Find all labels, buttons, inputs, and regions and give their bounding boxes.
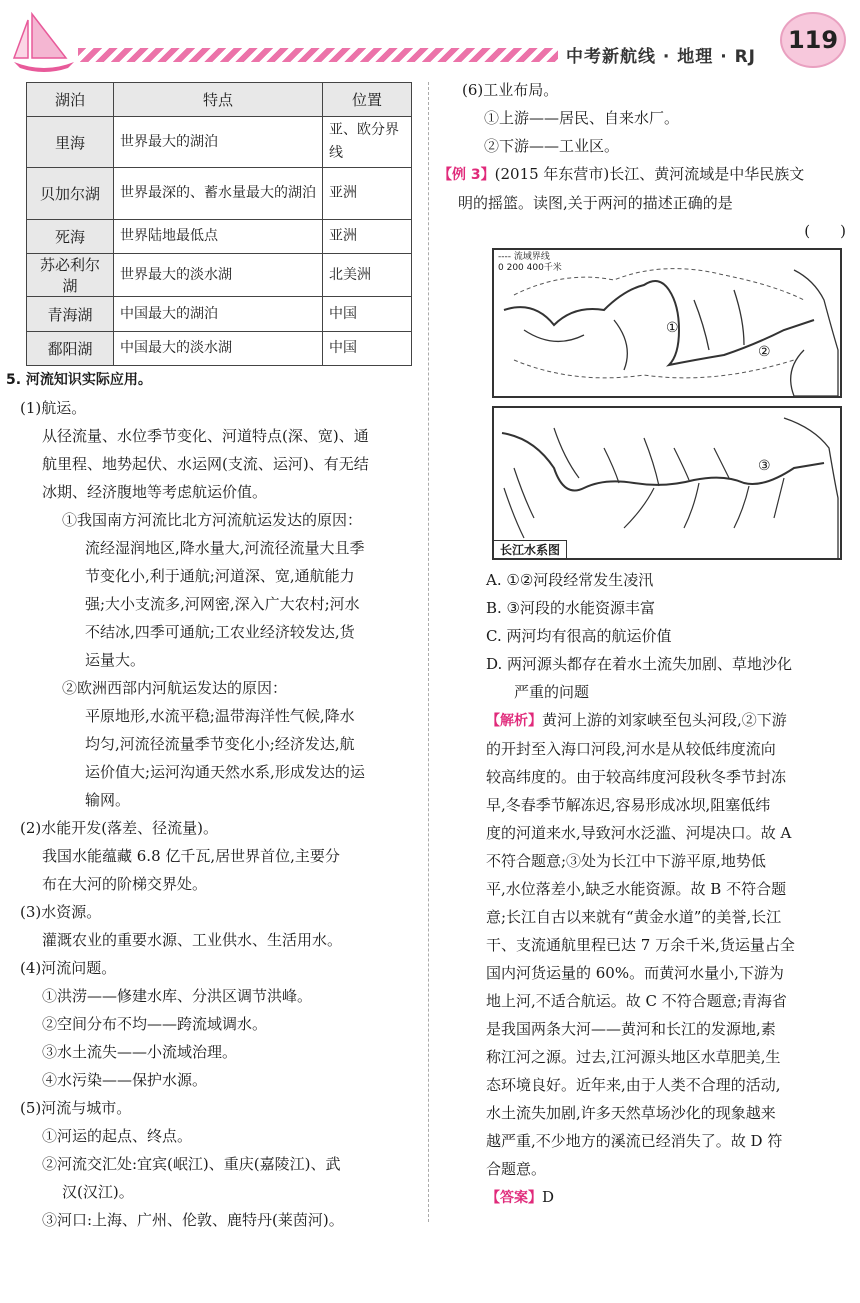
legend-line: ---- 流域界线 — [498, 252, 550, 262]
table-header: 特点 — [114, 83, 323, 117]
analysis-line: 越严重,不少地方的溪流已经消失了。故 D 符 — [486, 1132, 783, 1150]
analysis-line: 的开封至入海口河段,河水是从较低纬度流向 — [486, 740, 776, 758]
answer-value: D — [542, 1188, 555, 1206]
analysis-line: 是我国两条大河——黄河和长江的发源地,素 — [486, 1020, 776, 1038]
map-marker-1: ① — [666, 320, 679, 336]
lake-name: 里海 — [27, 117, 114, 168]
body-line: 输网。 — [85, 791, 131, 809]
list-item: ②下游——工业区。 — [484, 137, 620, 155]
list-item: ④水污染——保护水源。 — [42, 1071, 208, 1089]
right-column-top — [438, 76, 850, 245]
body-line: 不结冰,四季可通航;工农业经济较发达,货 — [85, 623, 355, 641]
example-question: (2015 年东营市)长江、黄河流域是中华民族文 — [494, 165, 805, 183]
analysis-line: 地上河,不适合航运。故 C 不符合题意;青海省 — [486, 992, 787, 1010]
analysis-line: 平,水位落差小,缺乏水能资源。故 B 不符合题 — [486, 880, 787, 898]
list-item: ①河运的起点、终点。 — [42, 1127, 193, 1145]
lake-location: 亚洲 — [323, 168, 412, 220]
table-row — [27, 220, 412, 254]
analysis-block — [486, 706, 848, 1212]
page-header — [0, 0, 860, 82]
answer-tag: 【答案】 — [486, 1190, 542, 1206]
body-line: 航里程、地势起伏、水运网(支流、运河)、有无结 — [42, 455, 369, 473]
answer-blank: ( ) — [804, 222, 846, 240]
subsection-title: (4)河流问题。 — [20, 959, 117, 977]
analysis-line: 干、支流通航里程已达 7 万余千米,货运量占全 — [486, 936, 795, 954]
page-number: 119 — [780, 12, 846, 68]
lake-feature: 中国最大的淡水湖 — [114, 332, 323, 366]
analysis-line: 态环境良好。近年来,由于人类不合理的活动, — [486, 1076, 781, 1094]
column-divider — [428, 82, 429, 1222]
map-marker-2: ② — [758, 344, 771, 360]
analysis-line: 意;长江自古以来就有“黄金水道”的美誉,长江 — [486, 908, 782, 926]
lake-name: 鄱阳湖 — [27, 332, 114, 366]
body-line: 从径流量、水位季节变化、河道特点(深、宽)、通 — [42, 427, 369, 445]
body-line: 强;大小支流多,河网密,深入广大农村;河水 — [85, 595, 360, 613]
option-b: B. ③河段的水能资源丰富 — [486, 599, 656, 617]
table-header: 湖泊 — [27, 83, 114, 117]
yangtze-drawing — [494, 408, 840, 558]
analysis-line: 早,冬春季节解冻迟,容易形成冰坝,阻塞低纬 — [486, 796, 771, 814]
subsection-title: (2)水能开发(落差、径流量)。 — [20, 819, 218, 837]
lake-table — [26, 82, 412, 366]
lake-feature: 世界最深的、蓄水量最大的湖泊 — [114, 168, 323, 220]
yangtze-map — [492, 406, 842, 560]
body-line: 冰期、经济腹地等考虑航运价值。 — [42, 483, 268, 501]
lake-feature: 世界陆地最低点 — [114, 220, 323, 254]
body-line: 平原地形,水流平稳;温带海洋性气候,降水 — [85, 707, 355, 725]
body-line: 运价值大;运河沟通天然水系,形成发达的运 — [85, 763, 365, 781]
analysis-line: 合题意。 — [486, 1160, 547, 1178]
lake-name: 苏必利尔湖 — [27, 254, 114, 297]
example-tag: 【例 3】 — [438, 167, 495, 183]
subsection-title: (1)航运。 — [20, 399, 87, 417]
table-row — [27, 332, 412, 366]
subsection-title: (5)河流与城市。 — [20, 1099, 132, 1117]
analysis-line: 不符合题意;③处为长江中下游平原,地势低 — [486, 852, 766, 870]
lake-name: 青海湖 — [27, 297, 114, 332]
body-line: 我国水能蕴藏 6.8 亿千瓦,居世界首位,主要分 — [42, 847, 340, 865]
section-heading: 5. 河流知识实际应用。 — [6, 372, 152, 388]
map-caption: 长江水系图 — [494, 540, 567, 558]
body-line: 运量大。 — [85, 651, 146, 669]
lake-location: 亚洲 — [323, 220, 412, 254]
table-row — [27, 117, 412, 168]
list-item: ③河口:上海、广州、伦敦、鹿特丹(莱茵河)。 — [42, 1211, 344, 1229]
subsection-title: (3)水资源。 — [20, 903, 102, 921]
sailboat-logo-icon — [12, 6, 76, 76]
analysis-line: 度的河道来水,导致河水泛滥、河堤决口。故 A — [486, 824, 792, 842]
analysis-line: 较高纬度的。由于较高纬度河段秋冬季节封冻 — [486, 768, 787, 786]
list-item: ③水土流失——小流域治理。 — [42, 1043, 238, 1061]
analysis-line: 黄河上游的刘家峡至包头河段,②下游 — [542, 711, 787, 729]
table-header: 位置 — [323, 83, 412, 117]
list-item: ①洪涝——修建水库、分洪区调节洪峰。 — [42, 987, 313, 1005]
body-line: 均匀,河流径流量季节变化小;经济发达,航 — [85, 735, 355, 753]
table-row — [27, 168, 412, 220]
list-item: ②空间分布不均——跨流域调水。 — [42, 1015, 268, 1033]
example-question: 明的摇篮。读图,关于两河的描述正确的是 — [458, 194, 733, 212]
option-d-cont: 严重的问题 — [514, 683, 590, 701]
analysis-line: 称江河之源。过去,江河源头地区水草肥美,生 — [486, 1048, 781, 1066]
legend-scale: 0 200 400千米 — [498, 263, 562, 273]
option-a: A. ①②河段经常发生凌汛 — [486, 571, 654, 589]
lake-feature: 世界最大的湖泊 — [114, 117, 323, 168]
body-line: 布在大河的阶梯交界处。 — [42, 875, 208, 893]
list-item: 汉(汉江)。 — [62, 1183, 134, 1201]
body-line: 灌溉农业的重要水源、工业供水、生活用水。 — [42, 931, 343, 949]
map-marker-3: ③ — [758, 458, 771, 474]
analysis-line: 国内河货运量的 60%。而黄河水量小,下游为 — [486, 964, 784, 982]
subsection-title: (6)工业布局。 — [462, 81, 559, 99]
left-column — [6, 366, 424, 1234]
analysis-tag: 【解析】 — [486, 713, 542, 729]
lake-name: 死海 — [27, 220, 114, 254]
lake-feature: 中国最大的湖泊 — [114, 297, 323, 332]
item-title: ②欧洲西部内河航运发达的原因： — [62, 679, 288, 697]
lake-location: 亚、欧分界线 — [323, 117, 412, 168]
lake-location: 中国 — [323, 297, 412, 332]
analysis-line: 水土流失加剧,许多天然草场沙化的现象越来 — [486, 1104, 776, 1122]
lake-feature: 世界最大的淡水湖 — [114, 254, 323, 297]
option-c: C. 两河均有很高的航运价值 — [486, 627, 672, 645]
body-line: 流经湿润地区,降水量大,河流径流量大且季 — [85, 539, 365, 557]
book-title: 中考新航线 · 地理 · RJ — [566, 47, 757, 67]
options-list — [486, 566, 848, 706]
table-row — [27, 297, 412, 332]
list-item: ②河流交汇处:宜宾(岷江)、重庆(嘉陵江)、武 — [42, 1155, 341, 1173]
table-header-row — [27, 83, 412, 117]
body-line: 节变化小,利于通航;河道深、宽,通航能力 — [85, 567, 355, 585]
header-stripe — [78, 48, 558, 62]
lake-location: 中国 — [323, 332, 412, 366]
list-item: ①上游——居民、自来水厂。 — [484, 109, 680, 127]
option-d: D. 两河源头都存在着水土流失加剧、草地沙化 — [486, 655, 793, 673]
lake-location: 北美洲 — [323, 254, 412, 297]
table-row — [27, 254, 412, 297]
yellow-river-map — [492, 248, 842, 398]
lake-name: 贝加尔湖 — [27, 168, 114, 220]
item-title: ①我国南方河流比北方河流航运发达的原因： — [62, 511, 363, 529]
